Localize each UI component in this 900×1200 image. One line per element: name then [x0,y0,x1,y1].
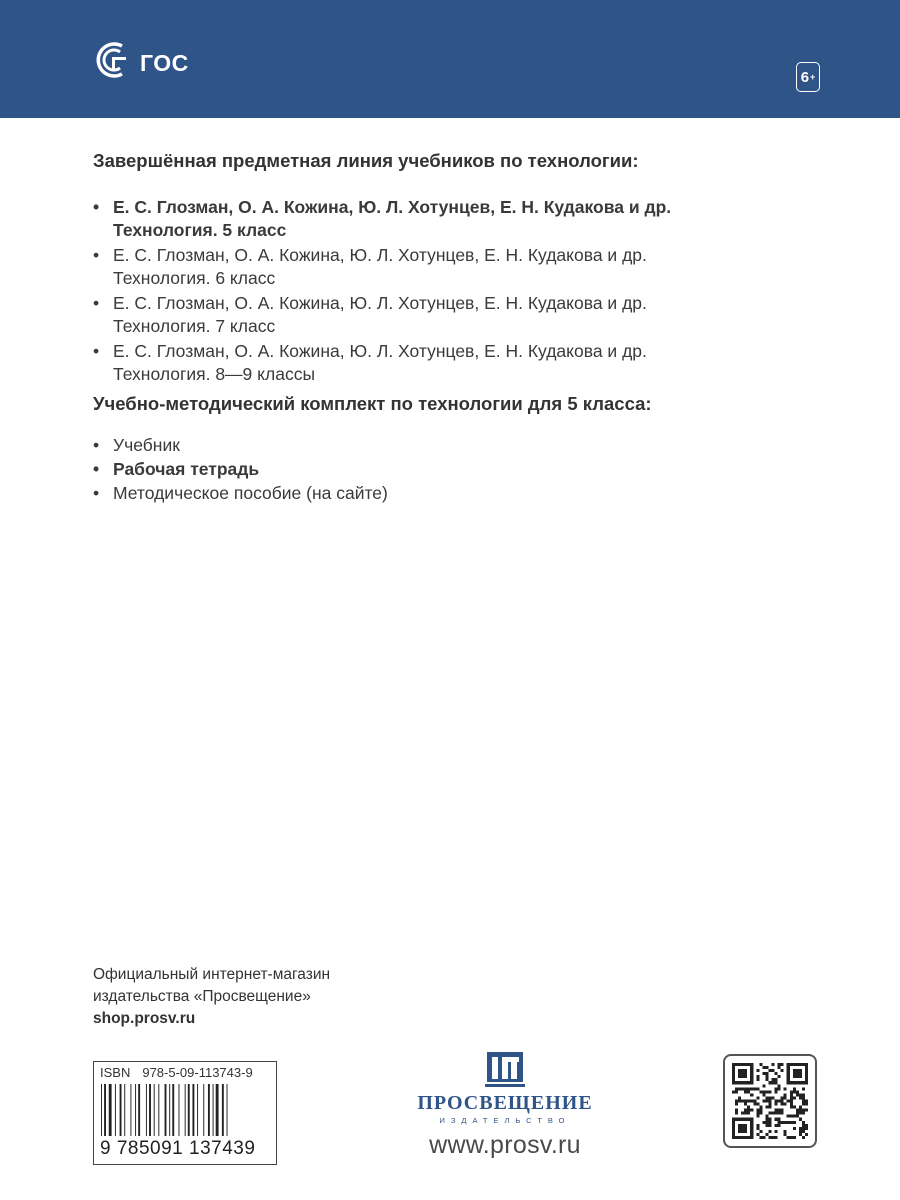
qr-code-icon [732,1063,808,1139]
publisher-block [410,1050,600,1160]
kit-item-text: Методическое пособие (на сайте) [113,483,388,503]
shop-info [93,964,330,1030]
fgos-emblem-icon [92,37,138,83]
qr-code-frame [723,1054,817,1148]
publisher-site: www.prosv.ru [429,1131,581,1159]
item-authors: Е. С. Глозман, О. А. Кожина, Ю. Л. Хотунцев, Е. Н. Кудакова и др. [113,245,647,265]
list-item [93,458,388,481]
fgos-logo-text: ГОС [140,49,189,76]
bullet-icon: • [93,293,100,313]
kit-list [93,434,388,506]
item-title: Технология. 5 класс [113,220,287,240]
list-item [93,196,671,242]
series-list [93,196,671,388]
shop-line-1: Официальный интернет-магазин [93,966,331,983]
list-item [93,244,671,290]
bullet-icon: • [93,459,100,479]
item-title: Технология. 8—9 классы [113,364,316,384]
list-item [93,292,671,338]
bullet-icon: • [93,435,100,455]
isbn-box [93,1061,277,1165]
header-band [0,0,900,118]
fgos-logo [92,36,189,84]
item-authors: Е. С. Глозман, О. А. Кожина, Ю. Л. Хотунцев, Е. Н. Кудакова и др. [113,341,647,361]
shop-url: shop.prosv.ru [93,1010,196,1027]
kit-item-text: Учебник [113,435,180,455]
list-item [93,434,388,457]
publisher-subtitle: ИЗДАТЕЛЬСТВО [439,1116,571,1125]
bullet-icon: • [93,245,100,265]
publisher-logo-icon [483,1050,527,1090]
bullet-icon: • [93,341,100,361]
age-rating-plus: + [810,72,816,82]
kit-title: Учебно-методический комплект по технологии для 5 класса: [93,393,652,414]
isbn-label: ISBN [100,1065,131,1080]
shop-line-2: издательства «Просвещение» [93,988,311,1005]
age-rating-number: 6 [800,68,810,86]
list-item [93,482,388,505]
bullet-icon: • [93,197,100,217]
kit-item-text: Рабочая тетрадь [113,459,260,479]
item-authors: Е. С. Глозман, О. А. Кожина, Ю. Л. Хотунцев, Е. Н. Кудакова и др. [113,197,672,217]
isbn-value: 978-5-09-113743-9 [142,1065,253,1080]
list-item [93,340,671,386]
bullet-icon: • [93,483,100,503]
item-title: Технология. 7 класс [113,316,276,336]
item-title: Технология. 6 класс [113,268,276,288]
age-rating-badge [796,62,820,92]
barcode-icon [100,1084,268,1136]
publisher-name: ПРОСВЕЩЕНИЕ [417,1092,593,1114]
barcode-digits: 9 785091 137439 [100,1138,256,1159]
isbn-line [100,1065,253,1080]
series-title: Завершённая предметная линия учебников по технологии: [93,150,639,171]
item-authors: Е. С. Глозман, О. А. Кожина, Ю. Л. Хотунцев, Е. Н. Кудакова и др. [113,293,647,313]
